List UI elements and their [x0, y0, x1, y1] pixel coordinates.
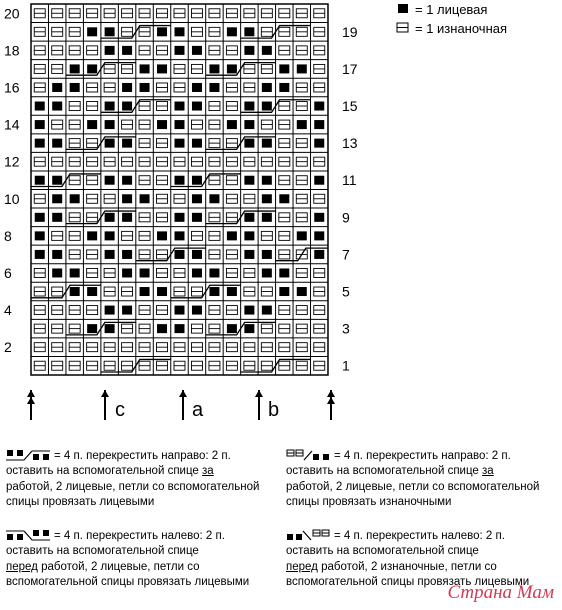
knit-stitch: [244, 213, 254, 222]
cable-right-purl-description: = 4 п. перекрестить направо: 2 п. оставить на вспомогательной спице за работой, 2 лицевые, петли со вспомогательной спицы провязать изнаночными: [286, 449, 540, 508]
knit-stitch: [279, 194, 289, 203]
knit-stitch: [105, 306, 115, 315]
knit-stitch: [105, 176, 115, 185]
knit-stitch: [52, 139, 62, 148]
knit-stitch: [35, 231, 45, 240]
row-number-right: 15: [341, 98, 358, 115]
row-number-left: 4: [4, 302, 12, 319]
knit-stitch: [174, 306, 184, 315]
cable-right-purl-icon: [286, 449, 330, 461]
repeat-left-arrow-head: [27, 390, 35, 397]
knit-stitch: [122, 213, 132, 222]
knit-stitch: [52, 83, 62, 92]
knit-stitch: [244, 231, 254, 240]
knit-stitch: [140, 64, 150, 73]
row-number-left: 12: [4, 153, 20, 170]
row-number-left: 6: [4, 264, 12, 281]
row-number-left: 18: [4, 42, 20, 59]
knit-stitch: [105, 213, 115, 222]
knit-stitch: [262, 176, 272, 185]
knit-stitch: [297, 120, 307, 129]
knit-stitch: [297, 64, 307, 73]
knit-stitch: [192, 102, 202, 111]
knit-stitch: [87, 287, 97, 296]
row-number-right: 1: [341, 357, 350, 374]
knit-stitch: [70, 83, 80, 92]
label-c: c: [115, 399, 125, 421]
knit-stitch: [262, 139, 272, 148]
knit-stitch: [140, 268, 150, 277]
knit-stitch: [174, 213, 184, 222]
knit-stitch: [314, 213, 324, 222]
knit-stitch: [314, 120, 324, 129]
knit-stitch: [314, 250, 324, 259]
knit-stitch: [52, 102, 62, 111]
knit-stitch: [140, 194, 150, 203]
knit-stitch: [87, 324, 97, 333]
knit-stitch: [122, 176, 132, 185]
knit-stitch: [52, 250, 62, 259]
knit-stitch: [174, 231, 184, 240]
knit-stitch: [174, 324, 184, 333]
arrow-c-head: [101, 390, 109, 397]
knit-stitch: [122, 250, 132, 259]
row-number-left: 8: [4, 227, 12, 244]
knit-stitch: [314, 102, 324, 111]
row-number-left: 14: [4, 116, 20, 133]
knit-stitch: [105, 324, 115, 333]
repeat-right-arrow-head-2: [327, 397, 335, 404]
row-number-left: 10: [4, 190, 20, 207]
knit-stitch: [262, 213, 272, 222]
knit-stitch: [244, 27, 254, 36]
knit-stitch: [279, 287, 289, 296]
cable-right-knit-description: = 4 п. перекрестить направо: 2 п. оставить на вспомогательной спице за работой, 2 лицевые, петли со вспомогательной спицы провязать лицевыми: [6, 449, 260, 508]
knit-stitch: [35, 120, 45, 129]
watermark-logo: Страна Мам: [447, 582, 554, 603]
knit-stitch: [174, 250, 184, 259]
knit-stitch: [192, 250, 202, 259]
knit-stitch: [105, 27, 115, 36]
row-number-left: 16: [4, 79, 20, 96]
knit-stitch: [105, 250, 115, 259]
knit-stitch: [192, 306, 202, 315]
knit-stitch: [244, 176, 254, 185]
knit-stitch: [192, 268, 202, 277]
cable-left-knit-icon: [6, 529, 50, 541]
knit-stitch: [157, 231, 167, 240]
knit-stitch: [35, 250, 45, 259]
knit-stitch: [192, 194, 202, 203]
knit-stitch: [122, 83, 132, 92]
row-number-left: 2: [4, 339, 12, 356]
knit-stitch: [157, 324, 167, 333]
knit-stitch: [244, 306, 254, 315]
knit-stitch: [122, 102, 132, 111]
knit-stitch: [174, 102, 184, 111]
knit-stitch: [192, 139, 202, 148]
knit-stitch: [314, 139, 324, 148]
knit-stitch: [262, 306, 272, 315]
knit-stitch: [262, 250, 272, 259]
label-a: a: [192, 399, 204, 421]
knit-stitch: [262, 194, 272, 203]
knit-stitch: [157, 120, 167, 129]
knit-stitch: [122, 139, 132, 148]
knit-stitch: [262, 83, 272, 92]
knit-stitch: [227, 27, 237, 36]
knit-stitch: [70, 194, 80, 203]
row-number-left: 20: [4, 5, 20, 22]
knit-stitch: [262, 46, 272, 55]
knit-stitch: [192, 46, 202, 55]
row-number-right: 5: [341, 283, 350, 300]
knit-stitch: [87, 231, 97, 240]
knit-stitch: [35, 176, 45, 185]
knit-stitch: [122, 268, 132, 277]
knit-stitch: [140, 287, 150, 296]
knit-stitch: [87, 120, 97, 129]
knit-stitch: [244, 324, 254, 333]
knit-stitch: [227, 64, 237, 73]
arrow-a-head: [179, 390, 187, 397]
knit-stitch: [105, 139, 115, 148]
knit-stitch: [157, 27, 167, 36]
knit-stitch: [297, 287, 307, 296]
knit-stitch: [35, 139, 45, 148]
knit-stitch: [262, 102, 272, 111]
knit-stitch: [105, 102, 115, 111]
knit-stitch: [122, 194, 132, 203]
knit-stitch: [35, 102, 45, 111]
knit-stitch: [209, 194, 219, 203]
repeat-left-arrow-head-2: [27, 397, 35, 404]
knit-stitch: [314, 176, 324, 185]
knit-stitch: [87, 64, 97, 73]
knit-stitch: [297, 231, 307, 240]
row-number-right: 9: [341, 209, 350, 226]
knit-stitch: [244, 250, 254, 259]
knit-stitch: [279, 64, 289, 73]
repeat-right-arrow-head: [327, 390, 335, 397]
knit-stitch: [157, 287, 167, 296]
row-number-right: 17: [341, 60, 358, 77]
knit-stitch: [52, 268, 62, 277]
knit-stitch: [244, 120, 254, 129]
knit-stitch: [227, 120, 237, 129]
cable-left-knit-description: = 4 п. перекрестить налево: 2 п. оставить на вспомогательной спице перед работой, 2 лицевые, петли со вспомогательной спицы провязать лицевыми: [6, 529, 250, 588]
knit-stitch: [52, 194, 62, 203]
knit-stitch: [35, 213, 45, 222]
knit-stitch: [279, 83, 289, 92]
label-b: b: [268, 399, 280, 421]
knit-stitch: [244, 102, 254, 111]
knit-stitch: [279, 268, 289, 277]
knit-stitch: [244, 139, 254, 148]
row-number-right: 3: [341, 320, 350, 337]
knit-stitch: [174, 176, 184, 185]
knit-stitch: [314, 231, 324, 240]
legend-knit-label: = 1 лицевая: [415, 2, 488, 17]
knit-stitch: [192, 176, 202, 185]
knit-stitch: [209, 287, 219, 296]
knit-stitch: [52, 213, 62, 222]
knit-stitch: [157, 64, 167, 73]
knit-stitch: [122, 46, 132, 55]
knit-stitch: [192, 83, 202, 92]
knit-stitch: [174, 46, 184, 55]
knit-stitch: [174, 139, 184, 148]
row-number-right: 19: [341, 23, 358, 40]
cable-left-purl-description: = 4 п. перекрестить налево: 2 п. оставить на вспомогательной спице перед работой, 2 изнаночные, петли со вспомогательной спицы провязать лицевыми: [286, 529, 530, 588]
legend-knit-icon: [398, 4, 408, 13]
knit-stitch: [192, 213, 202, 222]
cable-right-knit-icon: [6, 449, 50, 461]
knit-stitch: [227, 324, 237, 333]
knit-stitch: [70, 268, 80, 277]
knit-stitch: [52, 176, 62, 185]
cable-left-purl-icon: [286, 529, 330, 541]
knit-stitch: [209, 83, 219, 92]
knit-stitch: [105, 231, 115, 240]
knit-stitch: [140, 83, 150, 92]
knit-stitch: [262, 268, 272, 277]
knit-stitch: [70, 64, 80, 73]
knit-stitch: [70, 287, 80, 296]
knit-stitch: [87, 27, 97, 36]
arrow-b-head: [255, 390, 263, 397]
knit-stitch: [105, 46, 115, 55]
knit-stitch: [227, 231, 237, 240]
knit-stitch: [122, 306, 132, 315]
knit-stitch: [105, 120, 115, 129]
knit-stitch: [244, 46, 254, 55]
knit-stitch: [174, 27, 184, 36]
row-number-right: 7: [341, 246, 350, 263]
knit-stitch: [209, 64, 219, 73]
legend-purl-label: = 1 изнаночная: [415, 21, 508, 36]
knit-stitch: [174, 120, 184, 129]
row-number-right: 13: [341, 135, 358, 152]
row-number-right: 11: [341, 172, 357, 189]
knit-stitch: [209, 268, 219, 277]
knit-stitch: [227, 287, 237, 296]
